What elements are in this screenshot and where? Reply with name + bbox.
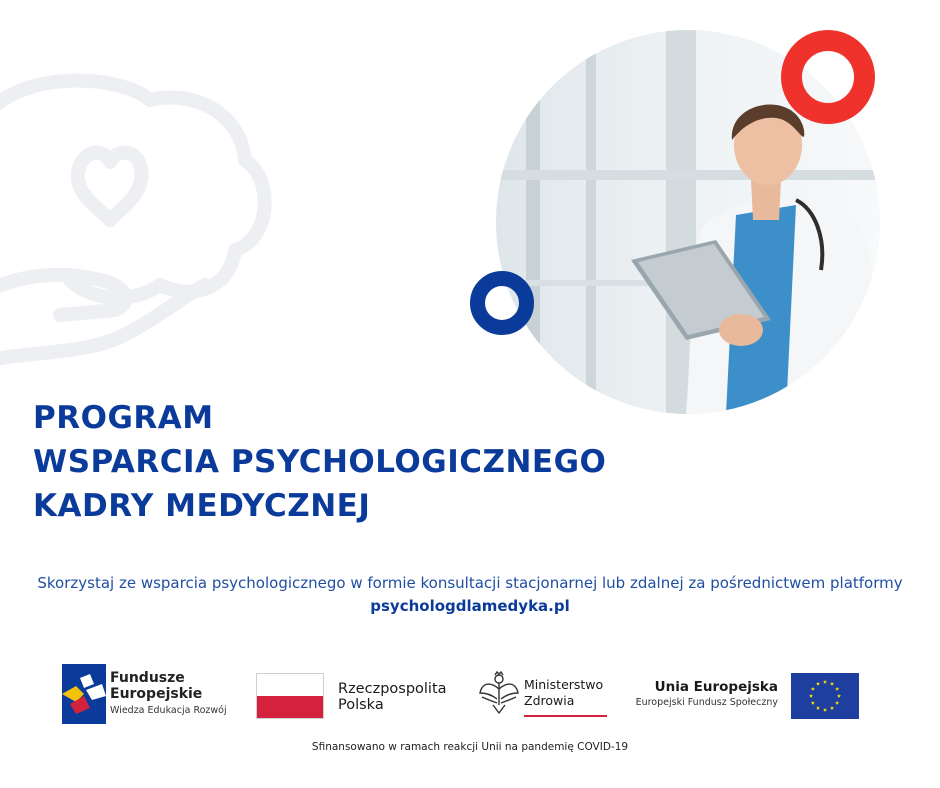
decorative-blue-ring bbox=[470, 271, 534, 335]
ministerstwo-underline bbox=[524, 715, 607, 717]
mz-line-1: Ministerstwo bbox=[524, 677, 604, 692]
rzeczpospolita-text bbox=[338, 681, 447, 713]
rp-line-1: Rzeczpospolita bbox=[338, 681, 447, 697]
ue-line-2: Europejski Fundusz Społeczny bbox=[635, 697, 778, 708]
decorative-red-ring bbox=[781, 30, 875, 124]
headline-line-1: PROGRAM bbox=[33, 400, 214, 436]
polish-flag bbox=[256, 673, 324, 719]
ue-line-1: Unia Europejska bbox=[654, 679, 778, 695]
program-headline bbox=[33, 396, 606, 528]
description-text: Skorzystaj ze wsparcia psychologicznego w formie konsultacji stacjonarnej lub zdalnej za pośrednictwem platformy bbox=[37, 574, 903, 592]
fe-line-2: Europejskie bbox=[110, 686, 203, 702]
fe-line-1: Fundusze bbox=[110, 670, 185, 686]
fundusze-europejskie-text bbox=[110, 670, 227, 719]
headline-line-2: WSPARCIA PSYCHOLOGICZNEGO bbox=[33, 444, 607, 480]
eu-stars-icon bbox=[791, 673, 859, 719]
mz-line-2: Zdrowia bbox=[524, 693, 575, 708]
headline-line-3: KADRY MEDYCZNEJ bbox=[33, 488, 371, 524]
ministerstwo-zdrowia-text bbox=[524, 677, 603, 709]
fe-line-3: Wiedza Edukacja Rozwój bbox=[110, 705, 227, 716]
program-description bbox=[0, 572, 940, 618]
platform-link[interactable]: psychologdlamedyka.pl bbox=[370, 597, 570, 615]
unia-europejska-text bbox=[636, 679, 778, 710]
rp-line-2: Polska bbox=[338, 697, 384, 713]
fundusze-europejskie-logo bbox=[62, 664, 106, 724]
funding-note: Sfinansowano w ramach reakcji Unii na pandemię COVID-19 bbox=[311, 741, 629, 753]
hand-heart-outline-icon bbox=[0, 70, 280, 370]
polish-eagle-icon bbox=[478, 671, 520, 717]
